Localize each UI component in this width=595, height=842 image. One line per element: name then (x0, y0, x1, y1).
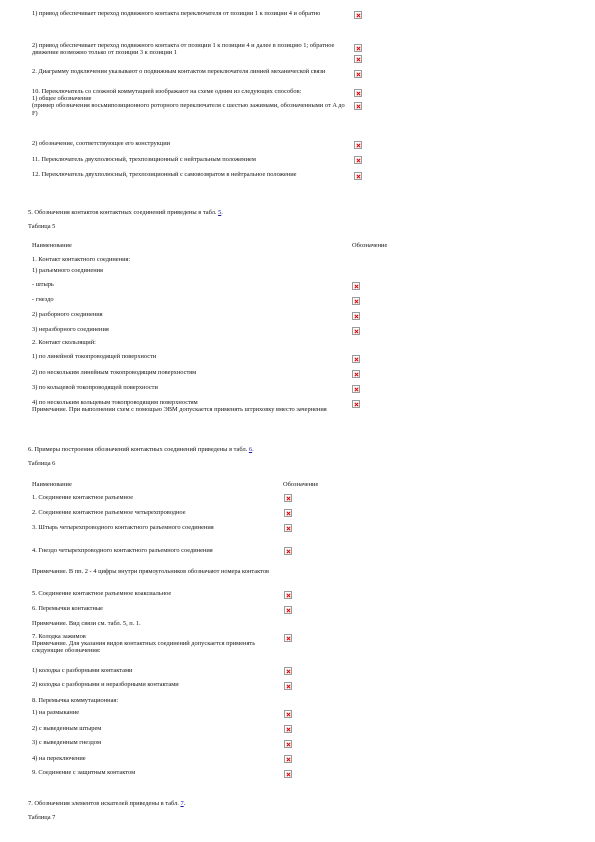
table-6-row: 2. Соединение контактное разъемное четырехпроводное (32, 509, 186, 516)
table-5-row: - штырь (32, 281, 54, 288)
paragraph-text: 7. Обозначения элементов искателей приведены в табл. (28, 800, 181, 808)
table-7-caption: Таблица 7 (28, 814, 56, 821)
paragraph-tail: . (221, 209, 223, 217)
table-5-row: 1) разъемного соединения (32, 267, 103, 274)
broken-image-icon (354, 102, 362, 110)
broken-image-icon (352, 400, 360, 408)
broken-image-icon (352, 297, 360, 305)
table-6-header-symbol: Обозначение (283, 481, 319, 488)
table-6-row: 4) на переключение (32, 755, 86, 762)
switch-row-text: 11. Переключатель двухполюсный, трехпозиционный с нейтральным положением (32, 156, 256, 163)
table-5-header-symbol: Обозначение (352, 242, 388, 249)
table-5-row: 4) по нескольким кольцевым токопроводящим поверхностям Примечание. При выполнении схем с помощью ЭВМ допускается применять штриховку вместо зачернения (32, 399, 327, 414)
paragraph-7 (28, 793, 548, 807)
table-6-link[interactable]: 6 (248, 446, 253, 454)
broken-image-icon (354, 70, 362, 78)
table-5-row: - гнездо (32, 296, 54, 303)
broken-image-icon (354, 89, 362, 97)
table-6-row: 1. Соединение контактное разъемное (32, 494, 134, 501)
table-7-link[interactable]: 7 (180, 800, 184, 808)
table-5-row: 2. Контакт скользящий: (32, 339, 96, 346)
broken-image-icon (354, 172, 362, 180)
switch-row-text: 2. Диаграмму подключения указывают о подвижным контактом переключателя линией механической связи (32, 68, 326, 75)
table-6-row: Примечание. В пп. 2 - 4 цифры внутри прямоугольников обозначают номера контактов (32, 568, 270, 575)
paragraph-text: 5. Обозначения контактов контактных соединений приведены в табл. (28, 209, 219, 217)
table-6-caption: Таблица 6 (28, 460, 56, 467)
paragraph-tail: . (252, 446, 254, 454)
table-6-row: 9. Соединение с защитным контактом (32, 769, 136, 776)
switch-row-text: 2) обозначение, соответствующее его конструкции (32, 140, 171, 147)
switch-row-text: 2) привод обеспечивает переход подвижного контакта от позиции 1 к позиции 4 и далее в позицию 1; обратное движение возможно только от позиции 3 к позиции 1 (32, 42, 335, 57)
table-5-row: 3) по кольцевой токопроводящей поверхности (32, 384, 158, 391)
table-6-row: Примечание. Вид связи см. табл. 5, п. 1. (32, 620, 141, 627)
table-6-row: 2) с выведенным штырем (32, 725, 102, 732)
paragraph-tail: . (183, 800, 186, 808)
broken-image-icon (284, 682, 292, 690)
broken-image-icon (284, 591, 292, 599)
broken-image-icon (284, 667, 292, 675)
table-6-row: 4. Гнездо четырехпроводного контактного разъемного соединения (32, 547, 213, 554)
switch-row-text: 1) привод обеспечивает переход подвижного контакта переключателя от позиции 1 к позиции 4 и обратно (32, 10, 321, 17)
paragraph-5 (28, 202, 548, 216)
broken-image-icon (284, 770, 292, 778)
table-6-row: 1) на размыкание (32, 709, 80, 716)
broken-image-icon (352, 327, 360, 335)
broken-image-icon (354, 156, 362, 164)
broken-image-icon (284, 494, 292, 502)
table-6-row: 3) с выведенным гнездом (32, 739, 101, 746)
broken-image-icon (284, 547, 292, 555)
broken-image-icon (284, 710, 292, 718)
paragraph-6 (28, 439, 548, 453)
broken-image-icon (352, 370, 360, 378)
switch-row-text: 12. Переключатель двухполюсный, трехпозиционный с самовозвратом в нейтральное положение (32, 171, 297, 178)
broken-image-icon (352, 355, 360, 363)
table-5-row: 1) по линейной токопроводящей поверхности (32, 353, 157, 360)
broken-image-icon (284, 509, 292, 517)
table-5-row: 2) разборного соединения (32, 311, 103, 318)
broken-image-icon (284, 524, 292, 532)
broken-image-icon (284, 634, 292, 642)
table-5-header-name: Наименование (32, 242, 72, 249)
broken-image-icon (284, 755, 292, 763)
table-6-row: 1) колодка с разборными контактами (32, 667, 133, 674)
table-6-row: 5. Соединение контактное разъемное коаксиальное (32, 590, 172, 597)
broken-image-icon (354, 141, 362, 149)
table-5-row: 3) неразборного соединения (32, 326, 109, 333)
table-5-row: 2) по нескольким линейным токопроводящим поверхностям (32, 369, 197, 376)
broken-image-icon (352, 385, 360, 393)
switch-row-text: 10. Переключатель со сложной коммутацией изображают на схеме одним из следующих способов: 1) общее обозначение (пример обозначения восьмипозиционного роторного переключателя с шестью зажимами, обозначенными от A до F) (32, 88, 345, 117)
table-6-row: 7. Колодка зажимов Примечание. Для указания видов контактных соединений допускается применять следующие обозначения: (32, 633, 256, 655)
broken-image-icon (354, 44, 362, 52)
broken-image-icon (352, 282, 360, 290)
broken-image-icon (354, 55, 362, 63)
table-5-link[interactable]: 5 (218, 209, 222, 217)
table-6-row: 8. Перемычка коммутационная: (32, 697, 119, 704)
table-6-row: 3. Штырь четырехпроводного контактного разъемного соединения (32, 524, 214, 531)
table-5-row: 1. Контакт контактного соединения: (32, 256, 131, 263)
broken-image-icon (284, 606, 292, 614)
broken-image-icon (284, 725, 292, 733)
table-6-row: 6. Перемычки контактные (32, 605, 104, 612)
paragraph-text: 6. Примеры построения обозначений контактных соединений приведены в табл. (28, 446, 249, 454)
broken-image-icon (352, 312, 360, 320)
table-5-caption: Таблица 5 (28, 223, 56, 230)
table-6-header-name: Наименование (32, 481, 72, 488)
broken-image-icon (284, 740, 292, 748)
broken-image-icon (354, 11, 362, 19)
table-6-row: 2) колодка с разборными и неразборными контактами (32, 681, 179, 688)
